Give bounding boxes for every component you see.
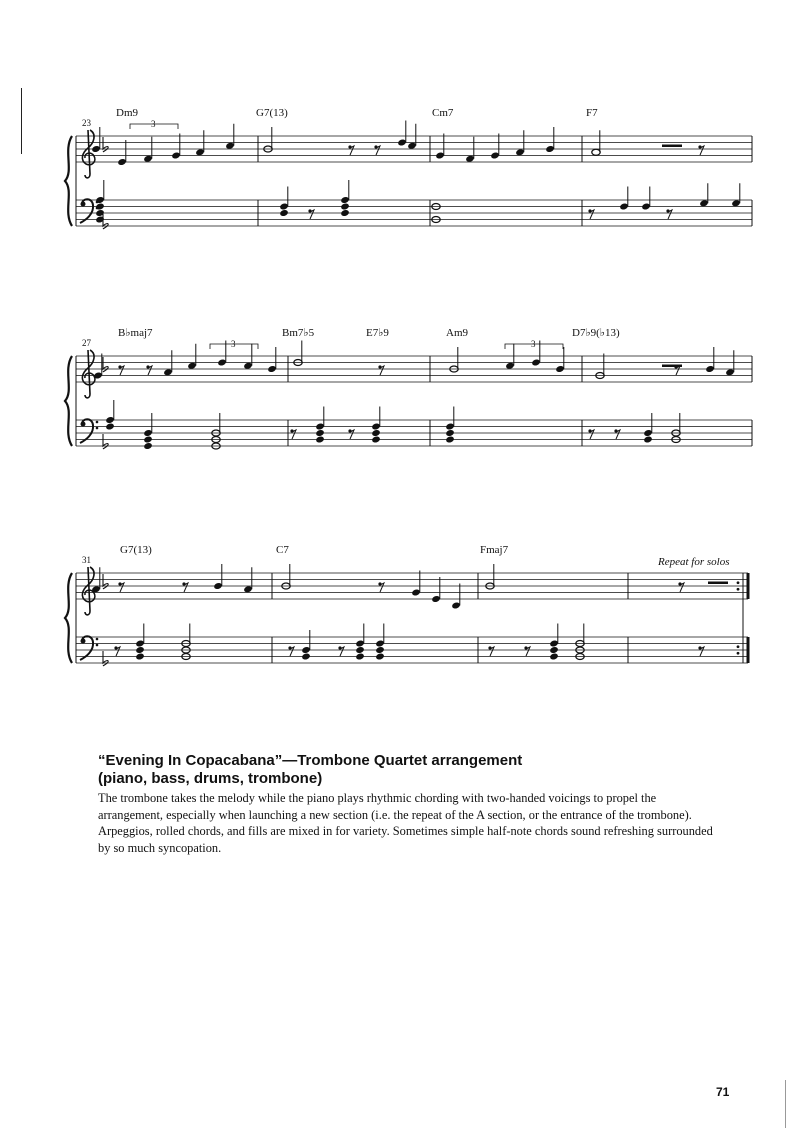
note-head [375, 652, 385, 660]
measure-number: 27 [82, 338, 91, 348]
rest-icon [698, 145, 704, 155]
note-head [375, 646, 385, 654]
rest-icon [308, 209, 314, 219]
repeat-instruction: Repeat for solos [658, 556, 730, 568]
rest-icon [118, 365, 124, 375]
rest-icon [288, 646, 294, 656]
rest-icon [290, 429, 296, 439]
rest-icon [524, 646, 530, 656]
rest-icon [348, 145, 354, 155]
rest-icon [338, 646, 344, 656]
chord-symbol: G7(13) [120, 544, 152, 556]
rest-icon [182, 582, 188, 592]
key-signature-flat-icon [103, 357, 108, 372]
note-head [135, 652, 145, 660]
note-head [315, 435, 325, 443]
page-number: 71 [716, 1085, 730, 1099]
section-subheading: (piano, bass, drums, trombone) [98, 770, 323, 787]
rest-icon [588, 209, 594, 219]
rest-icon [678, 582, 684, 592]
note-head [355, 652, 365, 660]
treble-clef-icon [82, 350, 95, 398]
margin-rule-right [785, 1080, 786, 1128]
note-head [279, 209, 289, 217]
triplet-label: 3 [231, 339, 236, 349]
note-head [592, 149, 600, 155]
system-1 [65, 107, 752, 229]
note-head [340, 202, 350, 210]
system-3 [65, 544, 748, 666]
note-head [301, 652, 311, 660]
section-heading: “Evening In Copacabana”—Trombone Quartet arrangement [98, 752, 523, 769]
chord-symbol: B♭maj7 [118, 327, 153, 339]
key-signature-flat-icon [103, 214, 108, 229]
note-head [371, 435, 381, 443]
measure-number: 31 [82, 555, 91, 565]
note-head [143, 435, 153, 443]
key-signature-flat-icon [103, 137, 108, 152]
rest-icon [348, 429, 354, 439]
triplet-label: 3 [151, 119, 156, 129]
note-head [549, 652, 559, 660]
note-head [445, 435, 455, 443]
rest-icon [698, 646, 704, 656]
chord-symbol: F7 [586, 107, 598, 119]
treble-clef-icon [82, 130, 95, 178]
brace [65, 136, 72, 226]
key-signature-flat-icon [103, 434, 108, 449]
note-head [340, 209, 350, 217]
section-text [98, 752, 718, 856]
rest-icon [118, 582, 124, 592]
key-signature-flat-icon [103, 574, 108, 589]
note-head [355, 646, 365, 654]
system-2 [65, 327, 752, 450]
note-head [371, 429, 381, 437]
repeat-dot [737, 581, 740, 584]
repeat-dot [737, 588, 740, 591]
brace [65, 356, 72, 446]
note-head [135, 646, 145, 654]
section-body: The trombone takes the melody while the piano plays rhythmic chording with two-handed voicings to propel the arrangement, especially when launching a new section (i.e. the repeat of the A section, or the entrance of the trombone). Arpeggios, rolled chords, and fills are mixed in for variety. Sometimes simple half-note chords sound refreshing surrounded by so much syncopation. [98, 791, 713, 855]
chord-symbol: Dm9 [116, 107, 138, 119]
note-head [643, 435, 653, 443]
chord-symbol: C7 [276, 544, 289, 556]
chord-symbol: Bm7♭5 [282, 327, 315, 339]
note-head [143, 442, 153, 450]
repeat-dot [737, 645, 740, 648]
note-head [105, 422, 115, 430]
chord-symbol: Fmaj7 [480, 544, 509, 556]
measure-number: 23 [82, 118, 91, 128]
chord-symbol: G7(13) [256, 107, 288, 119]
triplet-label: 3 [531, 339, 536, 349]
chord-symbol: Cm7 [432, 107, 454, 119]
key-signature-flat-icon [103, 651, 108, 666]
rest-icon [378, 365, 384, 375]
chord-symbol: D7♭9(♭13) [572, 327, 620, 339]
note-head [549, 646, 559, 654]
rest-icon [614, 429, 620, 439]
rest-icon [666, 209, 672, 219]
rest-icon [588, 429, 594, 439]
chord-symbol: Am9 [446, 327, 468, 339]
chord-symbol: E7♭9 [366, 327, 389, 339]
rest-icon [146, 365, 152, 375]
rest-icon [378, 582, 384, 592]
rest-icon [114, 646, 120, 656]
note-head [445, 429, 455, 437]
rest-icon [374, 145, 380, 155]
note-head [315, 429, 325, 437]
rest-icon [488, 646, 494, 656]
repeat-dot [737, 652, 740, 655]
brace [65, 573, 72, 663]
note-head [95, 202, 105, 210]
